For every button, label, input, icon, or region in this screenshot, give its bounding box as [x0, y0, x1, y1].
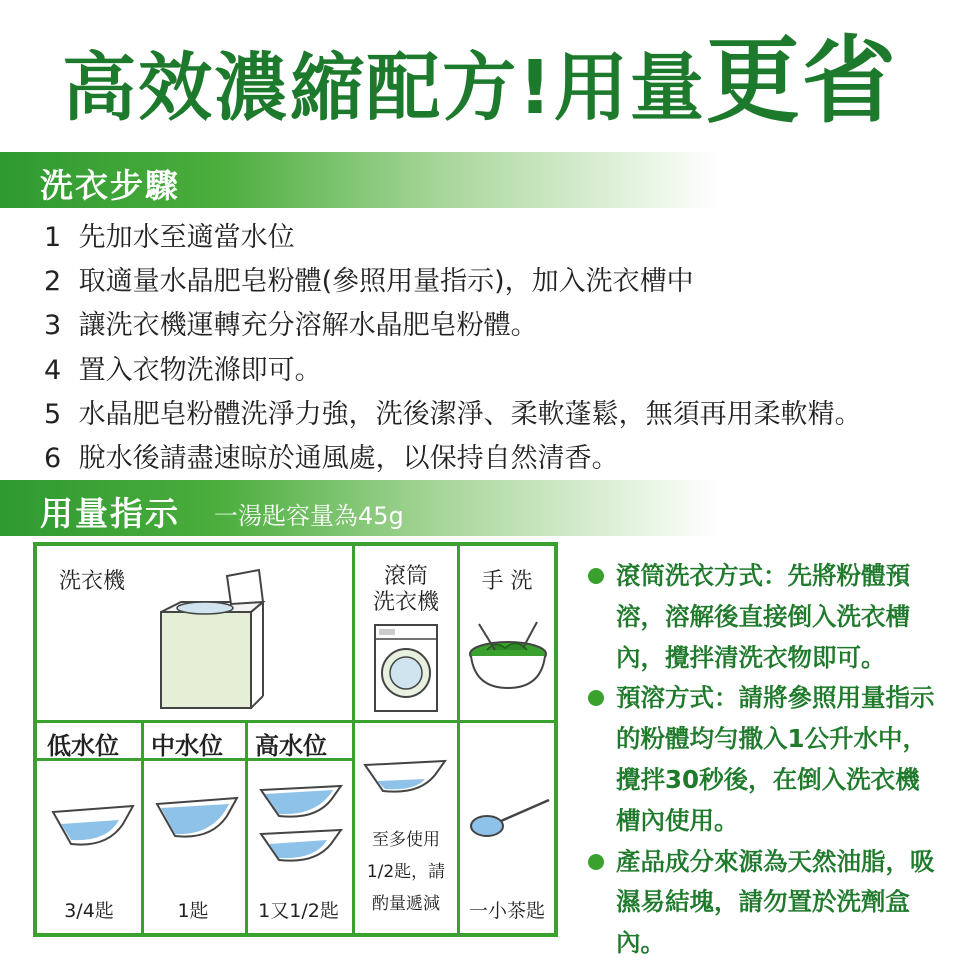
note-item: 產品成分來源為天然油脂，吸濕易結塊，請勿置於洗劑盒內。	[588, 842, 938, 964]
bullet-icon	[588, 690, 604, 706]
water-level-low: 低水位	[47, 732, 119, 760]
hand-wash-basin-icon	[465, 604, 551, 694]
dosage-heading-band	[0, 480, 720, 536]
steps-list	[44, 216, 862, 481]
dosage-subheading: 一湯匙容量為45g	[214, 502, 404, 530]
teaspoon-icon	[467, 794, 551, 844]
notes-list	[588, 556, 938, 964]
hand-amount: 一小茶匙	[468, 900, 545, 922]
drum-amount: 至多使用 1/2匙，請 酌量遞減	[366, 830, 446, 914]
step-item: 2 取適量水晶肥皂粉體(參照用量指示)，加入洗衣槽中	[44, 266, 694, 298]
note-item: 滾筒洗衣方式：先將粉體預溶，溶解後直接倒入洗衣槽內，攪拌清洗衣物即可。	[588, 556, 938, 678]
top-load-washer-icon	[147, 566, 267, 716]
step-item: 4 置入衣物洗滌即可。	[44, 354, 322, 386]
amount-high: 1又1/2匙	[258, 900, 339, 922]
step-item: 3 讓洗衣機運轉充分溶解水晶肥皂粉體。	[44, 310, 538, 342]
bullet-icon	[588, 568, 604, 584]
washer-label: 洗衣機	[59, 569, 126, 594]
step-item: 1 先加水至適當水位	[44, 222, 295, 253]
steps-heading-band	[0, 152, 720, 208]
step-item: 6 脫水後請盡速晾於通風處，以保持自然清香。	[44, 443, 619, 475]
water-level-mid: 中水位	[151, 732, 223, 760]
amount-low: 3/4匙	[64, 900, 114, 922]
scoop-icon	[47, 794, 141, 854]
hand-wash-label: 手 洗	[481, 569, 533, 594]
bullet-icon	[588, 854, 604, 870]
front-load-washer-icon	[371, 621, 441, 715]
page-title: 高效濃縮配方!用量更省	[62, 27, 898, 136]
drum-washer-label: 滾筒 洗衣機	[372, 564, 439, 615]
dosage-heading: 用量指示	[40, 494, 180, 533]
step-item: 5 水晶肥皂粉體洗淨力強，洗後潔淨、柔軟蓬鬆，無須再用柔軟精。	[44, 398, 862, 430]
dosage-table	[33, 542, 558, 937]
scoop-icon	[255, 820, 349, 870]
scoop-icon	[359, 751, 453, 801]
water-level-high: 高水位	[255, 732, 327, 760]
steps-heading: 洗衣步驟	[40, 166, 180, 205]
amount-mid: 1匙	[177, 900, 209, 922]
scoop-icon	[255, 776, 349, 826]
scoop-icon	[151, 786, 245, 846]
note-item: 預溶方式：請將參照用量指示的粉體均勻撒入1公升水中，攪拌30秒後，在倒入洗衣機槽內使用。	[588, 678, 938, 841]
